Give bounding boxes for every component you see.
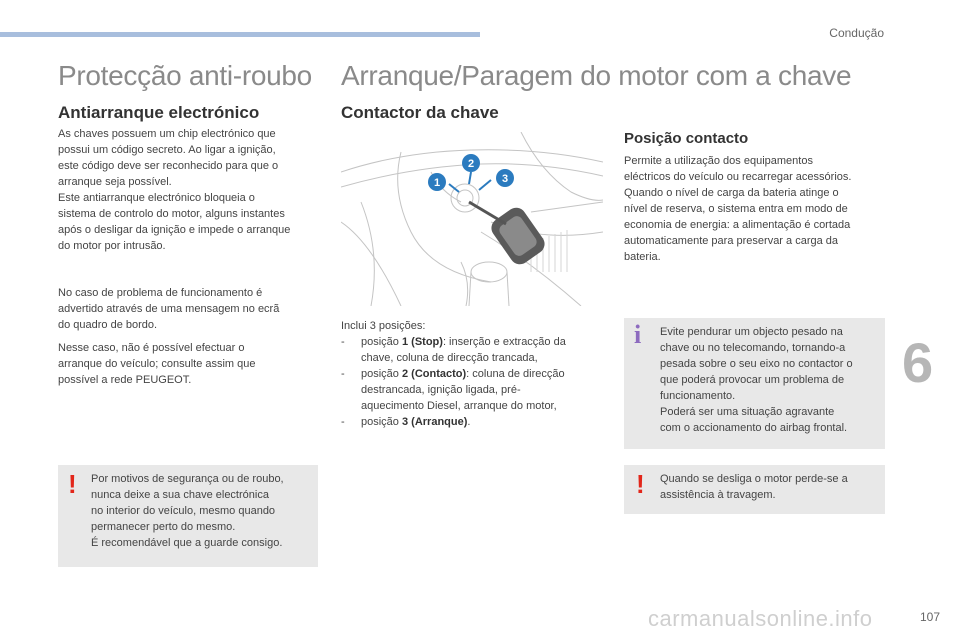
immobiliser-subtitle: Antiarranque electrónico [58,103,260,122]
theft-warning-text: Por motivos de segurança ou de roubo, nunca deixe a sua chave electrónica no interior do veículo, mesmo quando permanecer perto do mesmo. É recomendável que a guarde consigo. [91,473,284,549]
ignition-switch-illustration [341,132,603,306]
callout-3-label: 3 [501,173,509,185]
positions-intro: Inclui 3 posições: [341,320,426,332]
start-stop-title: Arranque/Paragem do motor com a chave [341,60,852,91]
positions-list [341,318,603,430]
position-2-item: - posição 2 (Contacto): coluna de direcção destrancada, ignição ligada, pré- aquecimento Diesel, arranque do motor, [341,368,565,412]
key-switch-subtitle: Contactor da chave [341,103,499,122]
section-label: Condução [829,26,884,40]
braking-warning-text: Quando se desliga o motor perde-se a assistência à travagem. [660,473,848,501]
position-1-item: - posição 1 (Stop): inserção e extracção da chave, coluna de direcção trancada, [341,336,566,364]
braking-warning-box [624,465,885,514]
immobiliser-paragraph-2: No caso de problema de funcionamento é advertido através de uma mensagem no ecrã do quadro de bordo. [58,287,280,331]
immobiliser-paragraph-1: As chaves possuem um chip electrónico que possui um código secreto. Ao ligar a ignição, este código deve ser reconhecido para que o arranque seja possível. Este antiarranque electrónico bloqueia o sistema de controlo do motor, alguns instantes após o desligar da ignição e impede o arranque do motor por intrusão. [58,128,291,252]
top-accent-bar [0,32,480,37]
info-box [624,318,885,449]
callout-2-label: 2 [467,158,475,170]
anti-theft-title: Protecção anti-roubo [58,60,312,91]
contact-position-text: Permite a utilização dos equipamentos eléctricos do veículo ou recarregar acessórios. Quando o nível de carga da bateria atinge o nível de reserva, o sistema entra em modo de economia de energia: a alimentação é cortada automaticamente para preservar a carga da bateria. [624,155,852,263]
immobiliser-paragraph-3: Nesse caso, não é possível efectuar o arranque do veículo; consulte assim que possível a rede PEUGEOT. [58,342,256,386]
warning-exclamation-icon: ! [68,469,77,499]
page-number: 107 [919,610,940,624]
chapter-number: 6 [902,331,934,394]
info-icon: i [634,320,642,349]
position-3-item: - posição 3 (Arranque). [341,416,471,428]
theft-warning-box [58,465,318,567]
watermark: carmanualsonline.info [648,606,873,631]
info-text: Evite pendurar um objecto pesado na chave ou no telecomando, tornando-a pesada sobre o seu eixo no contactor o que poderá provocar um problema de funcionamento. Poderá ser uma situação agravante com o accionamento do airbag frontal. [660,326,853,434]
callout-1-label: 1 [433,177,441,189]
warning-exclamation-icon: ! [636,469,645,499]
contact-position-title: Posição contacto [624,130,749,147]
